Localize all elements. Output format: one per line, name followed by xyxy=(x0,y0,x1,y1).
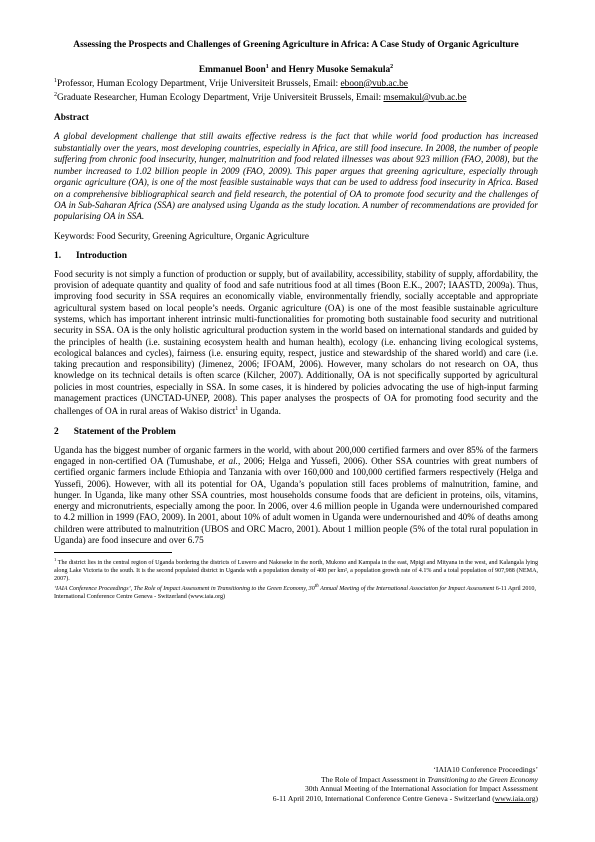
footer-line-2a: The Role of Impact Assessment in xyxy=(321,774,428,784)
section-title: Statement of the Problem xyxy=(73,426,176,437)
problem-text: Uganda has the biggest number of organic farmers in the world, with about 200,000 certified farmers and over 85% of the farmers engaged in non-certified OA (Tumushabe, xyxy=(54,444,538,466)
affiliation-2-sup: 2 xyxy=(54,92,57,99)
affiliation-2-text: Graduate Researcher, Human Ecology Department, Vrije Universiteit Brussels, Email: xyxy=(57,93,384,104)
affiliation-1-sup: 1 xyxy=(54,77,57,84)
abstract-text: A global development challenge that still awaits effective redress is the fact that while world food production has increased substantially over the years, most developing countries, especially in Africa, are still food insecure. In 2008, the number of people suffering from chronic food insecurity, hunger, malnutrition and food related illnesses was about 923 million (FAO, 2008), but the number increased to 1.02 billion people in 2009 (FAO, 2009). This paper argues that greening agriculture, especially through organic agriculture (OA), is one of the most feasible sustainable ways that can be used to address food insecurity in Africa. Based on a comprehensive bibliographical search and field research, the potential of OA to promote food security and the challenges of OA in Sub-Saharan Africa (SSA) are analysed using Uganda as the study location. A number of recommendations are provided for popularising OA in SSA. xyxy=(54,131,538,222)
footer-line-2 xyxy=(273,775,538,785)
author-1-sup: 1 xyxy=(265,63,269,70)
email-link-1[interactable]: eboon@vub.ac.be xyxy=(340,78,408,89)
footnote-text: The district lies in the central region of Uganda bordering the districts of Luwero and Nakeseke in the north, Mukono and Kampala in the east, Mpigi and Mityana in the west, and Kalangala lying along Lake Victoria to the south. It is the second populated district in Uganda with a population density of 400 per km², a population growth rate of 4.1% and a total population of 907,988 (NEMA, 2007). xyxy=(54,560,538,582)
author-conjunction: and xyxy=(268,64,289,75)
section-title: Introduction xyxy=(76,250,127,261)
et-al: et al. xyxy=(218,455,238,466)
citation-italic-1: ‘IAIA Conference Proceedings’, The Role of Impact Assessment in Transitioning to the Green Economy, 30 xyxy=(54,586,315,593)
iaia-link[interactable]: www.iaia.org xyxy=(494,793,536,803)
footer-line-4 xyxy=(273,794,538,804)
footer-line-4b: ) xyxy=(535,793,538,803)
section-heading-introduction xyxy=(54,251,538,262)
footer-line-4a: 6-11 April 2010, International Conference Centre Geneva - Switzerland ( xyxy=(272,793,495,803)
footnote-marker: 1 xyxy=(54,557,57,563)
footnote-1 xyxy=(54,556,538,583)
paper-page xyxy=(54,40,538,602)
citation-th: th xyxy=(314,583,319,590)
author-line xyxy=(54,62,538,76)
introduction-paragraph xyxy=(54,269,538,418)
intro-text-end: in Uganda. xyxy=(238,406,281,417)
author-1: Emmanuel Boon xyxy=(198,64,266,75)
paper-title: Assessing the Prospects and Challenges of Greening Agriculture in Africa: A Case Study of Organic Agriculture xyxy=(73,40,519,50)
author-2-sup: 2 xyxy=(390,63,394,70)
affiliation-1-text: Professor, Human Ecology Department, Vrije Universiteit Brussels, Email: xyxy=(57,78,341,89)
abstract-heading: Abstract xyxy=(54,113,89,124)
email-link-2[interactable]: msemakul@vub.ac.be xyxy=(383,93,467,104)
section-heading-problem xyxy=(54,427,538,438)
footer-line-1: ‘IAIA10 Conference Proceedings’ xyxy=(433,765,538,774)
affiliation-1 xyxy=(54,76,538,90)
footer-line-2b: Transitioning to the Green Economy xyxy=(427,774,538,784)
citation-italic-2: Annual Meeting of the International Association for Impact Assessment xyxy=(318,586,495,593)
footnote-ref: 1 xyxy=(235,406,239,413)
footer-line-3: 30th Annual Meeting of the International Association for Impact Assessment xyxy=(304,784,538,794)
keywords: Keywords: Food Security, Greening Agriculture, Organic Agriculture xyxy=(54,230,309,241)
citation-normal: 6-11 April 2010, International Conference Centre Geneva - Switzerland (www.iaia.org) xyxy=(54,586,536,601)
section-number: 2 xyxy=(54,426,59,437)
footnote-divider xyxy=(54,552,172,553)
author-2: Henry Musoke Semakula xyxy=(288,64,391,75)
intro-text: Food security is not simply a function of production or supply, but of availability, accessibility, stability of supply, affordability, the provision of adequate quantity and quality of food and safe nutritious food at all times (Boon E.K., 2007; IAASTD, 2009a). Thus, improving food security in SSA requires an economically viable, environmentally friendly, socially acceptable and appropriate agricultural system based on local people’s needs. Organic agriculture (OA) is one of the most feasible sustainable agriculture systems, which has important inherent intrinsic multi-functionalities for promoting both sustainable food security and nutritional security in SSA. OA is the only holistic agricultural production system in the world based on international standards and guided by the principles of health (i.e. sustaining ecosystem health and human health), ecology (i.e. enhancing living ecological systems, ecological balances and cycles), fairness (i.e. ensuring equity, respect, justice and stewardship of the shared world) and care (i.e. taking precaution and responsibility) (Jimenez, 2006; IFOAM, 2006). However, many scholars do not research on OA, thus knowledge on its technical details is often scarce (Kilcher, 2007). Additionally, OA is not specifically supported by agricultural policies in most countries, especially in SSA. In some cases, it is hindered by policies advocating the use of high-input farming management practices (UNCTAD-UNEP, 2008). This paper analyses the prospects of OA for promoting food security and the challenges of OA in rural areas of Wakiso district xyxy=(54,268,538,417)
conference-citation xyxy=(54,583,538,601)
problem-text-cont: , 2006; Helga and Yussefi, 2006). Other SSA countries with great numbers of certified organic farmers include Ethiopia and Tanzania with over 160,000 and 100,000 certified farmers respectively (Helga and Yussefi, 2006). However, with all its potential for OA, Uganda’s population still faces problems of malnutrition, famine, and hunger. In Uganda, like many other SSA countries, most households consume foods that are deficient in proteins, oils, vitamins, energy and micronutrients, especially among the poor. In 2006, over 4.6 million people in Uganda were undernourished compared to 4.2 million in 1999 (FAO, 2009). In 2001, about 10% of adult women in Uganda were undernourished and 40% of deaths among children were attributed to malnutrition (UBOS and ORC Macro, 2001). About 1 million people (5% of the total rural population in Uganda) are food insecure and over 6.75 xyxy=(54,455,538,546)
page-footer xyxy=(273,765,538,803)
affiliation-2 xyxy=(54,90,538,104)
section-number: 1. xyxy=(54,250,62,261)
problem-paragraph xyxy=(54,445,538,547)
